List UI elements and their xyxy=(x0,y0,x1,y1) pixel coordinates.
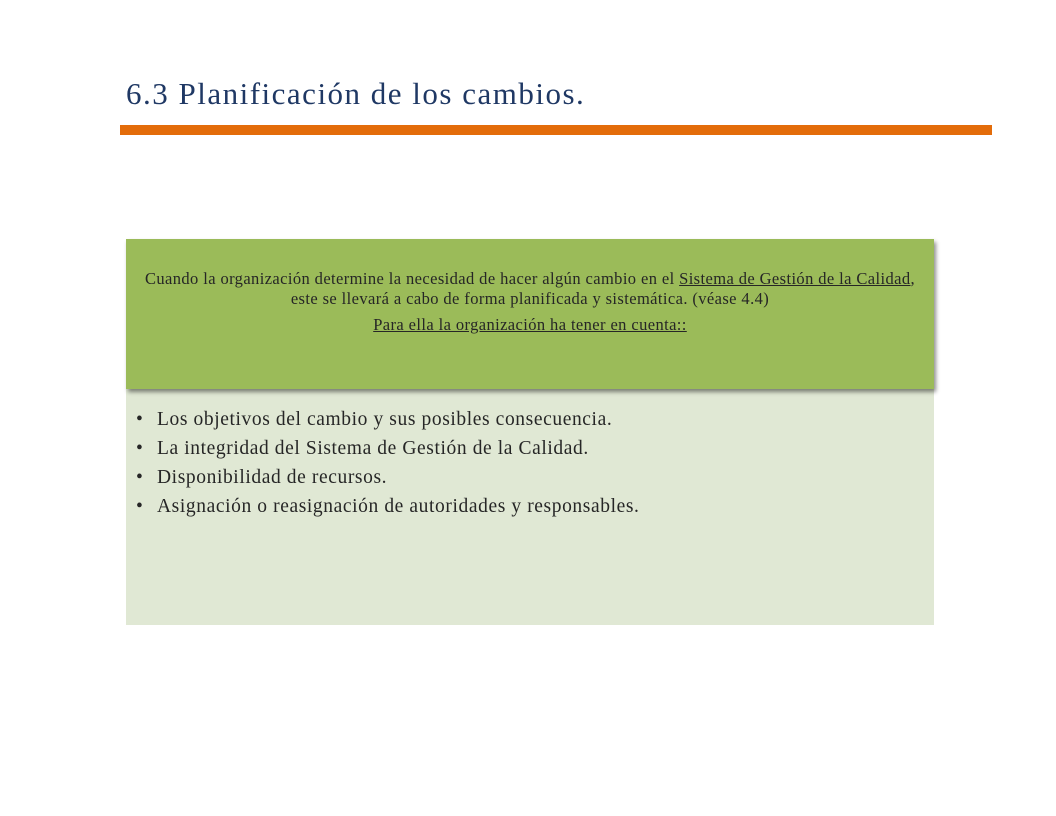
page-title: 6.3 Planificación de los cambios. xyxy=(126,76,586,111)
list-item-text: Asignación o reasignación de autoridades y responsables. xyxy=(157,496,640,517)
header-underlined-text: Sistema de Gestión de la Calidad xyxy=(679,269,911,288)
list-item-text: La integridad del Sistema de Gestión de la Calidad. xyxy=(157,438,589,459)
list-item xyxy=(136,463,934,492)
bullet-glyph: • xyxy=(136,496,144,517)
bullet-list xyxy=(136,405,934,521)
list-item-text: Disponibilidad de recursos. xyxy=(157,467,388,488)
bullet-glyph: • xyxy=(136,438,144,459)
header-text-after: , este se llevará a cabo de forma planificada y sistemática. (véase 4.4) xyxy=(290,269,916,308)
header-box xyxy=(126,239,934,389)
list-item-text: Los objetivos del cambio y sus posibles consecuencia. xyxy=(157,409,613,430)
list-item xyxy=(136,434,934,463)
bullet-glyph: • xyxy=(136,409,144,430)
body-box xyxy=(126,389,934,625)
bullet-glyph: • xyxy=(136,467,144,488)
list-item xyxy=(136,405,934,434)
header-subheading: Para ella la organización ha tener en cuenta:: xyxy=(373,315,687,334)
header-paragraph xyxy=(144,269,916,309)
header-text-before: Cuando la organización determine la necesidad de hacer algún cambio en el xyxy=(144,269,680,288)
list-item xyxy=(136,492,934,521)
title-divider xyxy=(120,125,992,135)
